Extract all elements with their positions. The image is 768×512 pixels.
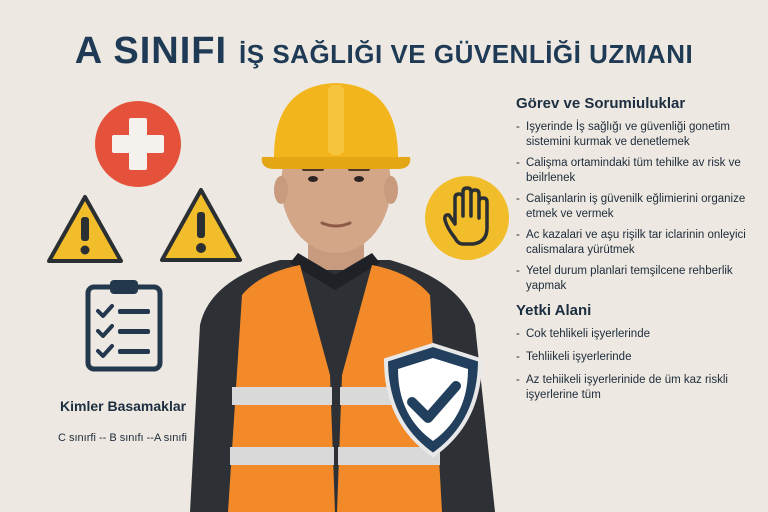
stop-hand-icon xyxy=(425,176,509,260)
page-title xyxy=(0,30,768,73)
list-item: - Calişma ortamindaki tüm tehilke av risk ve beilrlenek xyxy=(516,156,766,186)
title-rest: İŞ SAĞLIĞI VE GÜVENLİĞİ UZMANI xyxy=(239,39,694,69)
list-item: - Calişanlarin iş güvenilk eğlimierini organize etmek ve vermek xyxy=(516,192,766,222)
list-item: - Yetel durum planlari temşilcene rehberlik yapmak xyxy=(516,264,766,294)
warning-triangle-icon xyxy=(45,193,125,265)
list-item: - Ac kazalari ve aşu rişilk tar iclarinin onleyici calismalara yürütmek xyxy=(516,228,766,258)
title-main: A SINIFI xyxy=(74,30,228,72)
class-levels: C sınırfi -- B sınıfı --A sınıfi xyxy=(58,432,187,444)
authority-list xyxy=(516,327,766,403)
shield-check-icon xyxy=(382,342,484,458)
duties-heading: Görev ve Sorumiuluklar xyxy=(516,95,686,112)
list-item: - Tehliikeli işyerlerinde xyxy=(516,350,766,365)
duties-list xyxy=(516,120,766,294)
info-column xyxy=(516,95,766,411)
list-item: - Işyerinde İş sağlığı ve güvenliği gonetim sistemini kurmak ve denetlemek xyxy=(516,120,766,150)
list-item: - Az tehiikeli işyerlerinide de üm kaz riskli işyerlerine tüm xyxy=(516,373,766,403)
list-item: - Cok tehlikeli işyerlerinde xyxy=(516,327,766,342)
authority-heading: Yetki Alani xyxy=(516,302,592,319)
who-heading: Kimler Basamaklar xyxy=(60,398,187,414)
